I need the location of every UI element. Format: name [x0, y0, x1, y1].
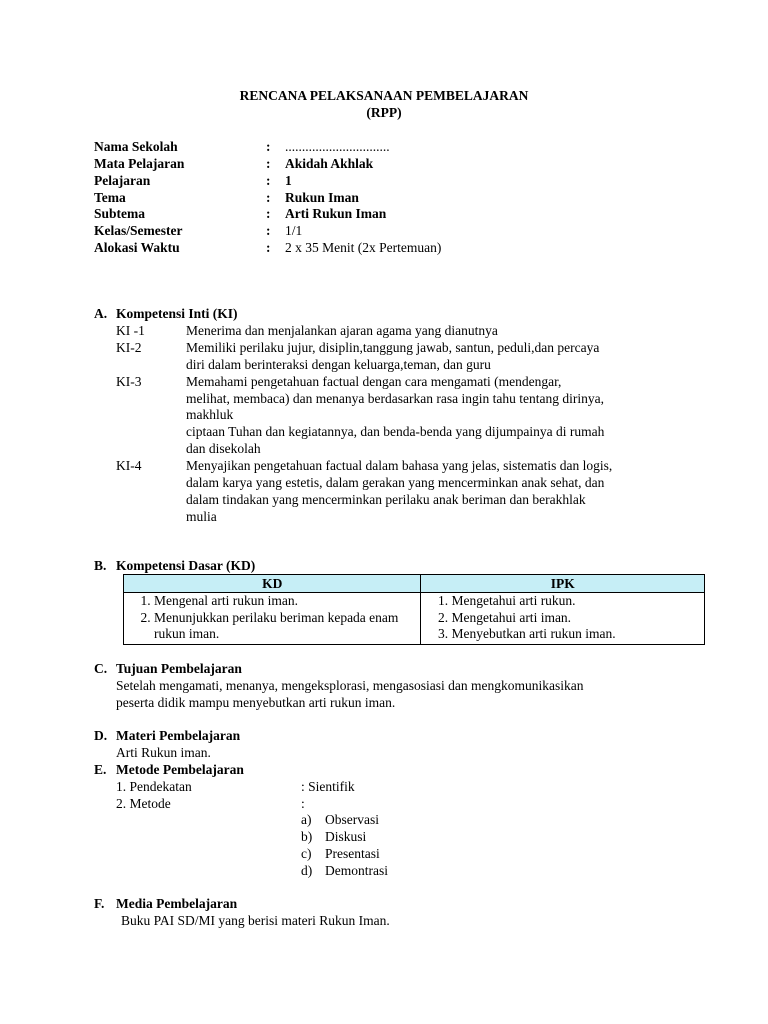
method-item: Demontrasi	[325, 863, 388, 878]
ki-4-text: dalam karya yang estetis, dalam gerakan yang mencerminkan anak sehat, dan	[186, 475, 605, 490]
identity-label-nama-sekolah: Nama Sekolah	[94, 139, 178, 154]
ki-4-text: dalam tindakan yang mencerminkan perilaku anak beriman dan berakhlak	[186, 492, 586, 507]
section-f-title: Media Pembelajaran	[116, 896, 238, 911]
section-d-letter: D.	[94, 728, 108, 743]
section-f-text: Buku PAI SD/MI yang berisi materi Rukun Iman.	[121, 913, 390, 928]
document-subtitle: (RPP)	[366, 105, 402, 120]
section-f-letter: F.	[94, 896, 105, 911]
section-c-text: peserta didik mampu menyebutkan arti rukun iman.	[116, 695, 396, 710]
document-title: RENCANA PELAKSANAAN PEMBELAJARAN	[239, 88, 529, 103]
metode-label: 2. Metode	[116, 796, 171, 811]
method-item: Presentasi	[325, 846, 380, 861]
table-header-kd: KD	[124, 575, 421, 593]
ki-3-text: ciptaan Tuhan dan kegiatannya, dan benda-benda yang dijumpainya di rumah	[186, 424, 605, 439]
section-a-title: Kompetensi Inti (KI)	[116, 306, 238, 321]
section-c-text: Setelah mengamati, menanya, mengeksplorasi, mengasosiasi dan mengkomunikasikan	[116, 678, 584, 693]
identity-label-tema: Tema	[94, 190, 126, 205]
list-item: 1. Mengenal arti rukun iman.	[154, 593, 416, 610]
identity-label-pelajaran: Pelajaran	[94, 173, 151, 188]
list-item: 1. Mengetahui arti rukun.	[451, 593, 700, 610]
identity-colon: :	[266, 223, 271, 238]
method-marker: a)	[301, 812, 312, 827]
ipk-list	[425, 593, 700, 643]
identity-value-alokasi-waktu: 2 x 35 Menit (2x Pertemuan)	[285, 240, 442, 255]
kd-list	[128, 593, 416, 643]
kd-ipk-table	[123, 574, 705, 645]
section-b-letter: B.	[94, 558, 107, 573]
list-item: 2. Menunjukkan perilaku beriman kepada enam rukun iman.	[154, 610, 416, 643]
ki-3-text: melihat, membaca) dan menanya berdasarkan rasa ingin tahu tentang dirinya,	[186, 391, 604, 406]
ki-2-code: KI-2	[116, 340, 142, 355]
identity-colon: :	[266, 156, 271, 171]
identity-colon: :	[266, 190, 271, 205]
section-a-letter: A.	[94, 306, 108, 321]
identity-value-pelajaran: 1	[285, 173, 292, 188]
method-marker: c)	[301, 846, 312, 861]
identity-label-mata-pelajaran: Mata Pelajaran	[94, 156, 185, 171]
ki-3-code: KI-3	[116, 374, 142, 389]
method-marker: b)	[301, 829, 313, 844]
identity-value-tema: Rukun Iman	[285, 190, 359, 205]
identity-value-subtema: Arti Rukun Iman	[285, 206, 387, 221]
ki-3-text: dan disekolah	[186, 441, 261, 456]
identity-label-kelas-semester: Kelas/Semester	[94, 223, 183, 238]
ki-4-text: Menyajikan pengetahuan factual dalam bahasa yang jelas, sistematis dan logis,	[186, 458, 613, 473]
identity-colon: :	[266, 206, 271, 221]
ki-2-text: diri dalam berinteraksi dengan keluarga,teman, dan guru	[186, 357, 491, 372]
kd-cell	[124, 593, 421, 645]
table-header-ipk: IPK	[421, 575, 705, 593]
section-c-title: Tujuan Pembelajaran	[116, 661, 242, 676]
pendekatan-value: : Sientifik	[301, 779, 355, 794]
section-e-title: Metode Pembelajaran	[116, 762, 244, 777]
section-e-letter: E.	[94, 762, 107, 777]
ki-1-text: Menerima dan menjalankan ajaran agama yang dianutnya	[186, 323, 498, 338]
identity-value-kelas-semester: 1/1	[285, 223, 303, 238]
identity-value-mata-pelajaran: Akidah Akhlak	[285, 156, 374, 171]
method-marker: d)	[301, 863, 313, 878]
method-item: Diskusi	[325, 829, 367, 844]
table-row	[124, 593, 705, 645]
section-d-title: Materi Pembelajaran	[116, 728, 241, 743]
identity-label-alokasi-waktu: Alokasi Waktu	[94, 240, 180, 255]
identity-colon: :	[266, 240, 271, 255]
metode-colon: :	[301, 796, 305, 811]
identity-colon: :	[266, 173, 271, 188]
section-d-text: Arti Rukun iman.	[116, 745, 211, 760]
ipk-cell	[421, 593, 705, 645]
section-c-letter: C.	[94, 661, 108, 676]
ki-3-text: makhluk	[186, 407, 234, 422]
identity-value-nama-sekolah: ...............................	[285, 139, 390, 154]
method-item: Observasi	[325, 812, 379, 827]
identity-colon: :	[266, 139, 271, 154]
ki-3-text: Memahami pengetahuan factual dengan cara mengamati (mendengar,	[186, 374, 562, 389]
ki-4-text: mulia	[186, 509, 217, 524]
pendekatan-label: 1. Pendekatan	[116, 779, 192, 794]
list-item: 3. Menyebutkan arti rukun iman.	[451, 626, 700, 643]
ki-2-text: Memiliki perilaku jujur, disiplin,tanggung jawab, santun, peduli,dan percaya	[186, 340, 600, 355]
section-b-title: Kompetensi Dasar (KD)	[116, 558, 256, 573]
table-header-row	[124, 575, 705, 593]
ki-4-code: KI-4	[116, 458, 142, 473]
list-item: 2. Mengetahui arti iman.	[451, 610, 700, 627]
ki-1-code: KI -1	[116, 323, 145, 338]
identity-label-subtema: Subtema	[94, 206, 146, 221]
